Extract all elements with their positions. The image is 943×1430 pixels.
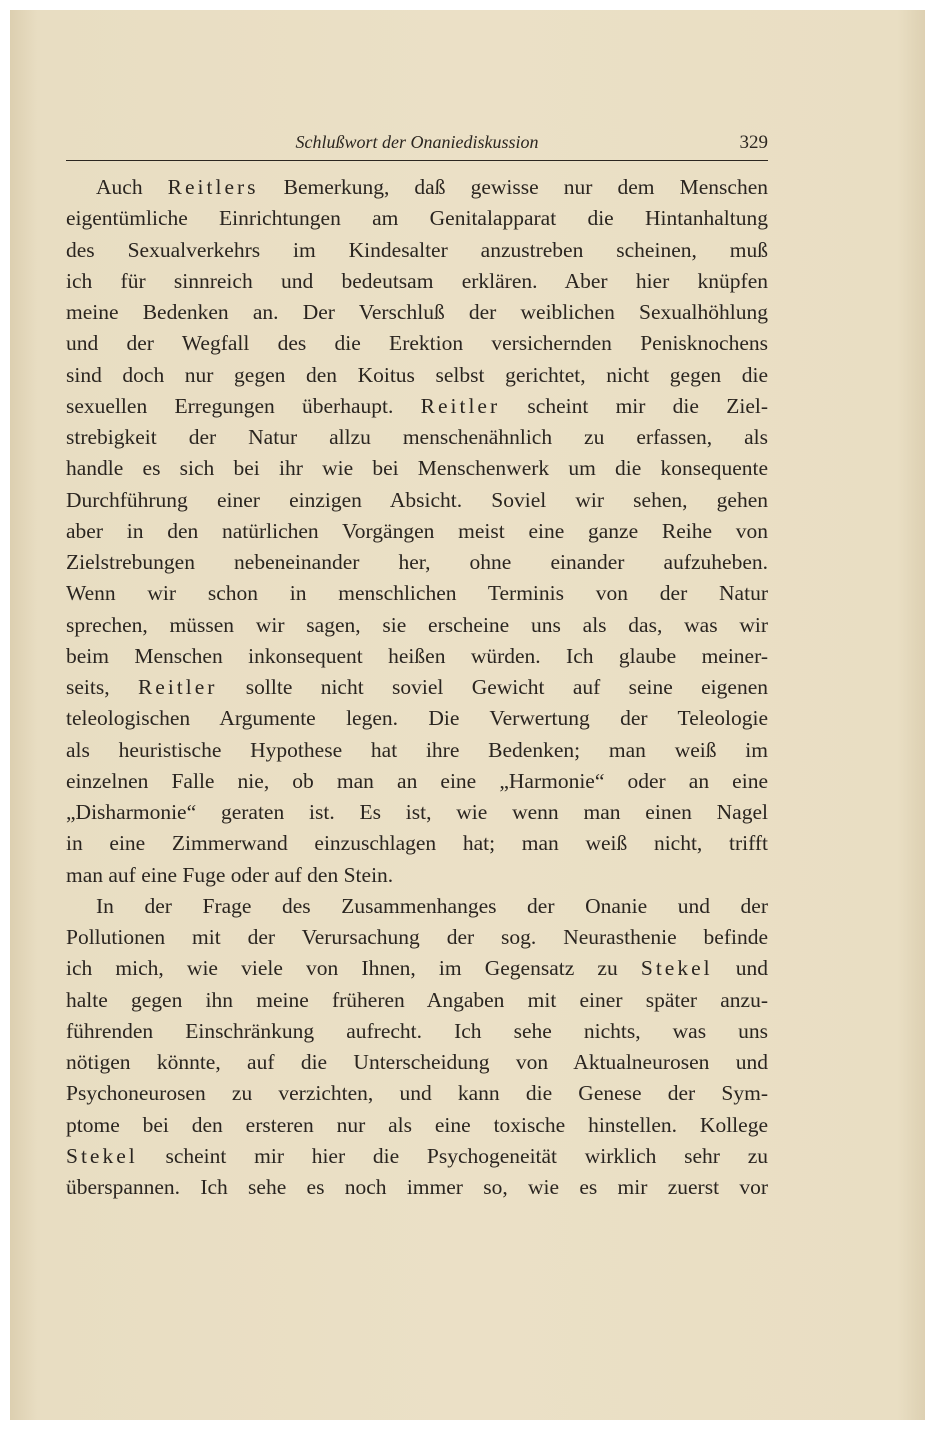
text-segment: meine Bedenken an. Der Verschluß der weiblichen Sexualhöhlung	[66, 300, 768, 324]
text-segment: ich mich, wie viele von Ihnen, im Gegensatz zu	[66, 956, 641, 981]
text-segment: eigentümliche Einrichtungen am Genitalapparat die Hintanhaltung	[66, 206, 768, 231]
text-line	[66, 547, 768, 578]
text-segment: In der Frage des Zusammenhanges der Onanie und der	[96, 893, 768, 918]
text-line	[66, 297, 768, 328]
text-segment: scheint mir die Ziel-	[500, 393, 768, 418]
text-segment: des Sexualverkehrs im Kindesalter anzustreben scheinen, muß	[66, 237, 768, 262]
text-segment: und	[712, 956, 769, 981]
text-line	[66, 328, 768, 359]
text-segment: sexuellen Erregungen überhaupt.	[66, 393, 421, 418]
text-line	[66, 266, 768, 297]
text-segment: in eine Zimmerwand einzuschlagen hat; man weiß nicht, trifft	[66, 831, 768, 856]
text-segment: ptome bei den ersteren nur als eine toxische hinstellen. Kollege	[66, 1112, 768, 1137]
spaced-name: Reitler	[137, 675, 218, 699]
text-line	[66, 828, 768, 859]
text-line	[66, 641, 768, 672]
text-line	[66, 922, 768, 953]
body-text	[66, 172, 768, 1203]
text-segment: halte gegen ihn meine früheren Angaben mit einer später anzu-	[66, 987, 768, 1012]
text-segment: als heuristische Hypothese hat ihre Bedenken; man weiß im	[66, 737, 768, 762]
text-line	[66, 985, 768, 1016]
header-rule	[66, 160, 768, 161]
paragraph	[66, 891, 768, 1204]
spaced-name: Reitlers	[167, 175, 259, 199]
text-segment: Wenn wir schon in menschlichen Terminis von der Natur	[66, 581, 768, 606]
text-line	[66, 391, 768, 422]
text-segment: nötigen könnte, auf die Unterscheidung von Aktualneurosen und	[66, 1050, 768, 1074]
text-segment: und der Wegfall des die Erektion versichernden Penisknochens	[66, 331, 768, 356]
text-line	[66, 860, 768, 891]
text-line	[66, 1141, 768, 1172]
text-segment: seits,	[66, 675, 138, 699]
text-line	[66, 235, 768, 266]
text-line	[66, 172, 768, 203]
text-segment: Durchführung einer einzigen Absicht. Soviel wir sehen, gehen	[66, 487, 768, 512]
text-segment: Zielstrebungen nebeneinander her, ohne einander aufzuheben.	[66, 550, 768, 574]
text-line	[66, 766, 768, 797]
text-segment: Auch	[96, 175, 168, 199]
text-segment: strebigkeit der Natur allzu menschenähnlich zu erfassen, als	[66, 425, 768, 449]
text-line	[66, 797, 768, 828]
text-line	[66, 1047, 768, 1078]
text-line	[66, 485, 768, 516]
text-line	[66, 1172, 768, 1203]
paragraph	[66, 172, 768, 891]
text-line	[66, 360, 768, 391]
text-segment: teleologischen Argumente legen. Die Verwertung der Teleologie	[66, 706, 768, 731]
text-line	[66, 610, 768, 641]
text-line	[66, 891, 768, 922]
text-line	[66, 453, 768, 484]
text-segment: Bemerkung, daß gewisse nur dem Menschen	[258, 175, 768, 199]
text-segment: handle es sich bei ihr wie bei Menschenwerk um die konsequente	[66, 456, 768, 481]
text-line	[66, 703, 768, 734]
text-segment: scheint mir hier die Psychogeneität wirklich sehr zu	[137, 1143, 768, 1168]
text-segment: sollte nicht soviel Gewicht auf seine eigenen	[217, 675, 768, 699]
text-segment: überspannen. Ich sehe es noch immer so, wie es mir zuerst vor	[66, 1175, 768, 1199]
page-number: 329	[739, 132, 768, 153]
text-line	[66, 735, 768, 766]
text-line	[66, 1110, 768, 1141]
text-line	[66, 1016, 768, 1047]
text-segment: „Disharmonie“ geraten ist. Es ist, wie wenn man einen Nagel	[66, 800, 768, 824]
text-line	[66, 953, 768, 984]
spaced-name: Stekel	[66, 1143, 138, 1168]
text-segment: sprechen, müssen wir sagen, sie erscheine uns als das, was wir	[66, 612, 768, 637]
text-segment: sind doch nur gegen den Koitus selbst gerichtet, nicht gegen die	[66, 362, 768, 387]
text-line	[66, 1078, 768, 1109]
spaced-name: Stekel	[640, 956, 713, 981]
text-segment: beim Menschen inkonsequent heißen würden. Ich glaube meiner-	[66, 643, 768, 668]
text-segment: führenden Einschränkung aufrecht. Ich sehe nichts, was uns	[66, 1018, 768, 1043]
text-segment: Psychoneurosen zu verzichten, und kann die Genese der Sym-	[66, 1081, 768, 1106]
text-line	[66, 516, 768, 547]
spaced-name: Reitler	[420, 393, 501, 418]
text-segment: einzelnen Falle nie, ob man an eine „Harmonie“ oder an eine	[66, 768, 768, 793]
text-line	[66, 672, 768, 703]
text-line	[66, 203, 768, 234]
text-line	[66, 578, 768, 609]
text-segment: Pollutionen mit der Verursachung der sog. Neurasthenie befinde	[66, 925, 768, 949]
running-header	[66, 130, 768, 156]
running-title: Schlußwort der Onaniediskussion	[295, 132, 539, 152]
text-line	[66, 422, 768, 453]
text-segment: aber in den natürlichen Vorgängen meist eine ganze Reihe von	[66, 518, 768, 543]
text-segment: man auf eine Fuge oder auf den Stein.	[66, 862, 394, 887]
text-segment: ich für sinnreich und bedeutsam erklären. Aber hier knüpfen	[66, 268, 768, 293]
